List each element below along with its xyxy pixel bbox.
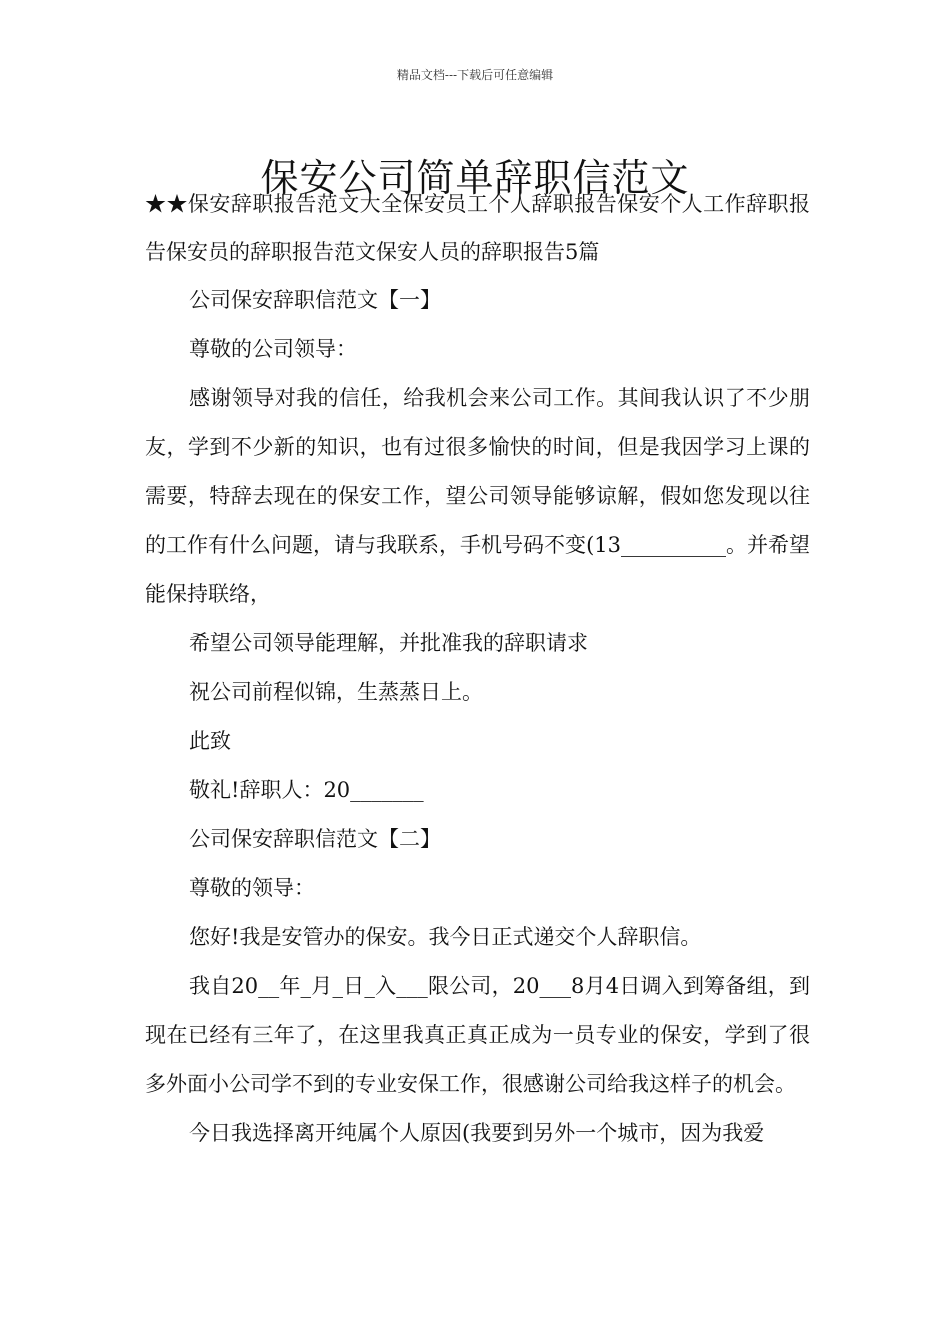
header-note: 精品文档---下载后可任意编辑 bbox=[396, 68, 554, 82]
body-paragraph: 感谢领导对我的信任，给我机会来公司工作。其间我认识了不少朋友，学到不少新的知识，也有过很多愉快的时间，但是我因学习上课的需要，特辞去现在的保安工作，望公司领导能够谅解，假如您发现以往的工作有什么问题，请与我联系，手机号码不变(13__________。并希望能保持联络， bbox=[145, 386, 810, 606]
signature: 敬礼!辞职人：20_______ bbox=[189, 778, 424, 802]
section-heading: 公司保安辞职信范文【一】 bbox=[189, 288, 441, 312]
body-paragraph: 您好!我是安管办的保安。我今日正式递交个人辞职信。 bbox=[189, 925, 702, 949]
body-paragraph: 祝公司前程似锦，生蒸蒸日上。 bbox=[189, 680, 483, 704]
salutation: 尊敬的公司领导： bbox=[189, 337, 357, 361]
closing: 此致 bbox=[189, 729, 231, 753]
body-paragraph: 我自20__年_月_日_入___限公司，20___8月4日调入到筹备组，到现在已经有三年了，在这里我真正真正成为一员专业的保安，学到了很多外面小公司学不到的专业安保工作，很感谢公司给我这样子的机会。 bbox=[145, 974, 810, 1096]
body-paragraph: 今日我选择离开纯属个人原因(我要到另外一个城市，因为我爱 bbox=[189, 1121, 765, 1145]
document-body bbox=[145, 180, 810, 1158]
body-paragraph: 希望公司领导能理解，并批准我的辞职请求 bbox=[189, 631, 588, 655]
section-heading: 公司保安辞职信范文【二】 bbox=[189, 827, 441, 851]
document-title: 保安公司简单辞职信范文 bbox=[260, 156, 690, 201]
intro-paragraph: ★★保安辞职报告范文大全保安员工个人辞职报告保安个人工作辞职报告保安员的辞职报告范文保安人员的辞职报告5篇 bbox=[145, 192, 810, 264]
salutation: 尊敬的领导： bbox=[189, 876, 315, 900]
